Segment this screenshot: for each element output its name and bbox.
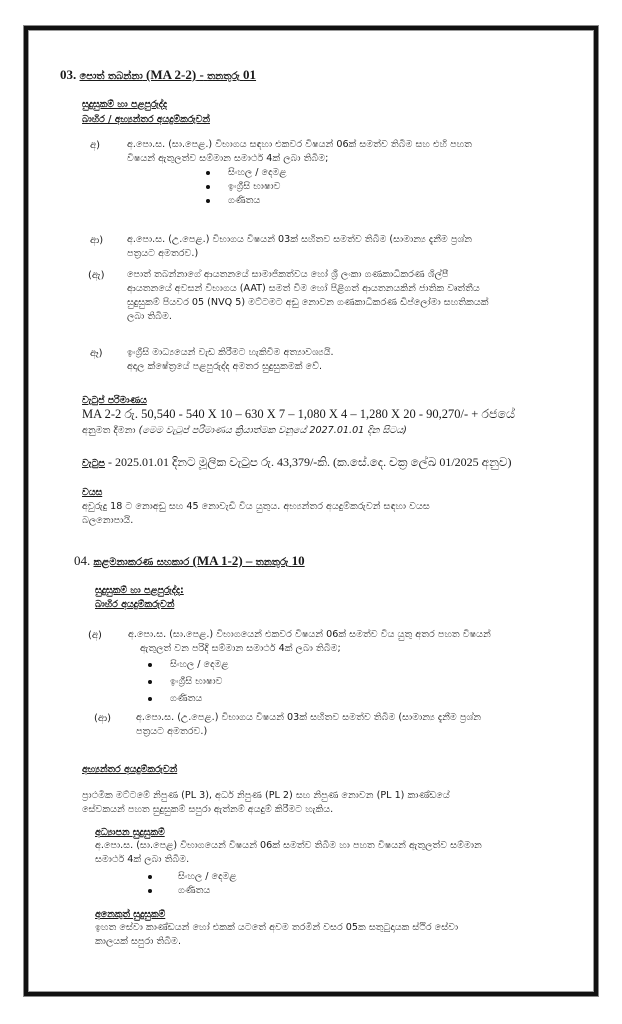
title-separator: - [199, 67, 204, 82]
subject: සිංහල / දෙමළ [170, 659, 229, 670]
bullet-icon [148, 697, 152, 701]
text-line: ඇතුලත් වන පරිදි සම්මාන සමාර්ථ 4ක් ලබා තිබීම; [140, 643, 341, 654]
section-4-title [74, 553, 305, 569]
section-3-vacancies-count: 01 [243, 67, 257, 82]
section-4-vacancies-count: 10 [291, 553, 305, 568]
education-subject-list [148, 870, 237, 898]
section-3-item-ae [127, 268, 557, 324]
list-item [206, 194, 287, 208]
section-4-item-a [128, 628, 558, 656]
other-qualifications-heading: අනෙකුත් සුදුසුකම් [95, 909, 166, 920]
title-separator: – [245, 553, 253, 568]
item-marker: (අ) [88, 630, 102, 641]
section-3-post-code: (MA 2-2) [146, 67, 197, 82]
text-line: පත්‍රයට අමතරව.) [127, 248, 199, 259]
text-line: අ.පො.ස. (උ.පෙළ.) විභාගය විෂයන් 03ක් සහිතව සමත්ව තිබීම (සාමාන්‍ය දැනීම ප්‍රශ්න [136, 712, 481, 723]
text-line: ආයතනයේ අවසන් විභාගය (AAT) සමත් වීම හෝ පිළිගත් ආයතනයකින් ජාතික වෘත්තීය [127, 283, 480, 294]
list-item [206, 166, 287, 180]
item-marker: ඈ) [90, 348, 103, 359]
salary-effective-note: (මෙම වැටුප් පරිමාණය ක්‍රියාත්මක වනුයේ 2027.01.01 දින සිටය) [138, 425, 407, 436]
text-line: අ.පො.ස. (සා.පෙළ.) විභාගයෙන් එකවර විෂයන් 06ක් සමත්ව විය යුතු අතර පහත විෂයන් [128, 629, 491, 640]
current-wage-line [82, 455, 511, 471]
subject: සිංහල / දෙමළ [178, 871, 237, 882]
list-item [148, 884, 237, 898]
item-marker: (ආ) [94, 713, 112, 724]
section-4-post-code: (MA 1-2) [192, 553, 243, 568]
text-line: අදාල ක්ෂේත්‍රයේ පළපුරුද්ද අමතර සුදුසුකමක් වේ. [127, 361, 323, 372]
text-line: විෂයන් ඇතුලත්ව සම්මාන සමාර්ථ 4ක් ලබා තිබීම; [127, 153, 329, 164]
subject: සිංහල / දෙමළ [228, 167, 287, 178]
text-line: අවුරුදු 18 ට නොඅඩු සහ 45 නොවැඩි විය යුතුය. අභ්‍යන්තර අයදුම්කරුවන් සඳහා වයස [82, 501, 430, 512]
section-4-vacancies-label: තනතුරු [255, 557, 289, 568]
bullet-icon [206, 185, 210, 189]
text-line: බලනොපායි. [82, 515, 134, 526]
internal-applicants-heading: අභ්‍යන්තර අයදුම්කරුවන් [82, 764, 178, 775]
section-3-title [60, 67, 256, 83]
item-marker: අ) [90, 140, 101, 151]
other-qualifications-text [95, 921, 555, 949]
bullet-icon [148, 889, 152, 893]
section-3-item-aa [127, 233, 557, 261]
text-line: ලබා තිබීම. [127, 311, 172, 322]
section-3-item-a [127, 138, 557, 166]
education-qualifications-heading: අධ්‍යාපන සුදුසුකම් [95, 827, 165, 838]
bullet-icon [206, 199, 210, 203]
allowance-text: අනුමත දීමනා [82, 425, 136, 436]
section-3-applicants-heading: බාහිර / අභ්‍යන්තර අයදුම්කරුවන් [82, 114, 210, 125]
wage-label: වැටුප [82, 458, 105, 469]
bullet-icon [206, 171, 210, 175]
text-line: පොත් තබන්නාගේ ආයතනයේ සාමාජිකත්වය හෝ ශ්‍රී ලංකා ගණකාධිකරණ ශිල්පී [127, 269, 449, 280]
subject: ඉංග්‍රීසි භාෂාව [170, 676, 223, 687]
internal-applicants-text [82, 789, 556, 817]
subject: ඉංග්‍රීසි භාෂාව [228, 181, 281, 192]
section-4-number: 04. [74, 553, 91, 568]
text-line: පත්‍රයට අමතරව.) [136, 726, 208, 737]
item-marker: (ඇ) [88, 270, 105, 281]
salary-scale-heading: වැටුප් පරිමාණය [82, 395, 147, 406]
bullet-icon [148, 680, 152, 684]
age-heading: වයස [82, 487, 103, 498]
bullet-icon [148, 663, 152, 667]
section-4-subject-list [148, 658, 229, 709]
text-line: අ.පො.ස. (උ.පෙළ.) විභාගය විෂයන් 03ක් සහිතව සමත්ව තිබීම (සාමාන්‍ය දැනීම ප්‍රශ්න [127, 234, 472, 245]
text-line: කාලයක් සපුරා තිබීම. [95, 936, 181, 947]
section-3-post-name: පොත් තබන්නා [79, 71, 143, 82]
subject: ගණිතය [228, 195, 261, 206]
text-line: ප්‍රාථමික මට්ටමේ නිපුණ (PL 3), අර්ධ නිපුණ (PL 2) සහ නිපුණ නොවන (PL 1) කාණ්ඩයේ [82, 790, 450, 801]
list-item [148, 692, 229, 709]
text-line: සුදුසුකම් පියවර 05 (NVQ 5) මට්ටමට අඩු නොවන ගණකාධිකරණ ඩිප්ලෝමා සහතිකයක් [127, 297, 489, 308]
age-requirement [82, 500, 556, 528]
section-3-qualifications-heading: සුදුසුකම් හා පළපුරුද්ද [82, 99, 167, 110]
text-line: ඉංග්‍රීසි මාධ්‍යයෙන් වැඩ කිරීමට හැකිවීම අත්‍යාවශ්‍යයි. [127, 347, 334, 358]
section-4-item-aa [136, 711, 558, 739]
section-3-item-aae [127, 346, 557, 374]
bullet-icon [148, 875, 152, 879]
text-line: අ.පො.ස. (සා.පෙළ) විභාගයෙන් විෂයන් 06ක් සමත්ව තිබීම හා පහත විෂයන් ඇතුලත්ව සම්මාන [95, 840, 482, 851]
text-line: සේවකයන් පහත සුදුසුකම් සපුරා ඇත්නම් අයදුම් කිරීමට හැකිය. [82, 804, 334, 815]
section-3-subject-list [206, 166, 287, 208]
section-3-vacancies-label: තනතුරු [207, 71, 240, 82]
section-3-number: 03. [60, 67, 77, 82]
education-qualifications-text [95, 839, 555, 867]
section-4-external-heading: බාහිර අයදුම්කරුවන් [95, 599, 175, 610]
list-item [148, 870, 237, 884]
section-4-qualifications-heading: සුදුසුකම් හා පළපුරුද්ද: [95, 585, 184, 596]
list-item [148, 658, 229, 675]
salary-scale: MA 2-2 රු. 50,540 - 540 X 10 – 630 X 7 – 1,080 X 4 – 1,280 X 20 - 90,270/- + රජයේ [82, 407, 515, 421]
section-4-post-name: කළමනාකරණ සහකාර [93, 557, 190, 568]
list-item [206, 180, 287, 194]
text-line: සමාර්ථ 4ක් ලබා තිබීම. [95, 854, 190, 865]
list-item [148, 675, 229, 692]
subject: ගණිතය [170, 693, 203, 704]
item-marker: ආ) [90, 235, 104, 246]
text-line: ඉහත සේවා කාණ්ඩයන් හෝ එකක් යටතේ අවම තරමින් වසර 05ක සතුටුදායක ස්ථිර සේවා [95, 922, 459, 933]
wage-text: - 2025.01.01 දිනට මූලික වැටුප රු. 43,379/-කි. (ක.සේ.දෙ. චක්‍ර ලේඛ 01/2025 අනුව) [104, 455, 512, 469]
subject: ගණිතය [178, 885, 211, 896]
text-line: අ.පො.ස. (සා.පෙළ.) විභාගය සඳහා එකවර විෂයන් 06ක් සමත්ව තිබීම සහ එහි පහත [127, 139, 472, 150]
salary-allowance-line [82, 424, 407, 438]
